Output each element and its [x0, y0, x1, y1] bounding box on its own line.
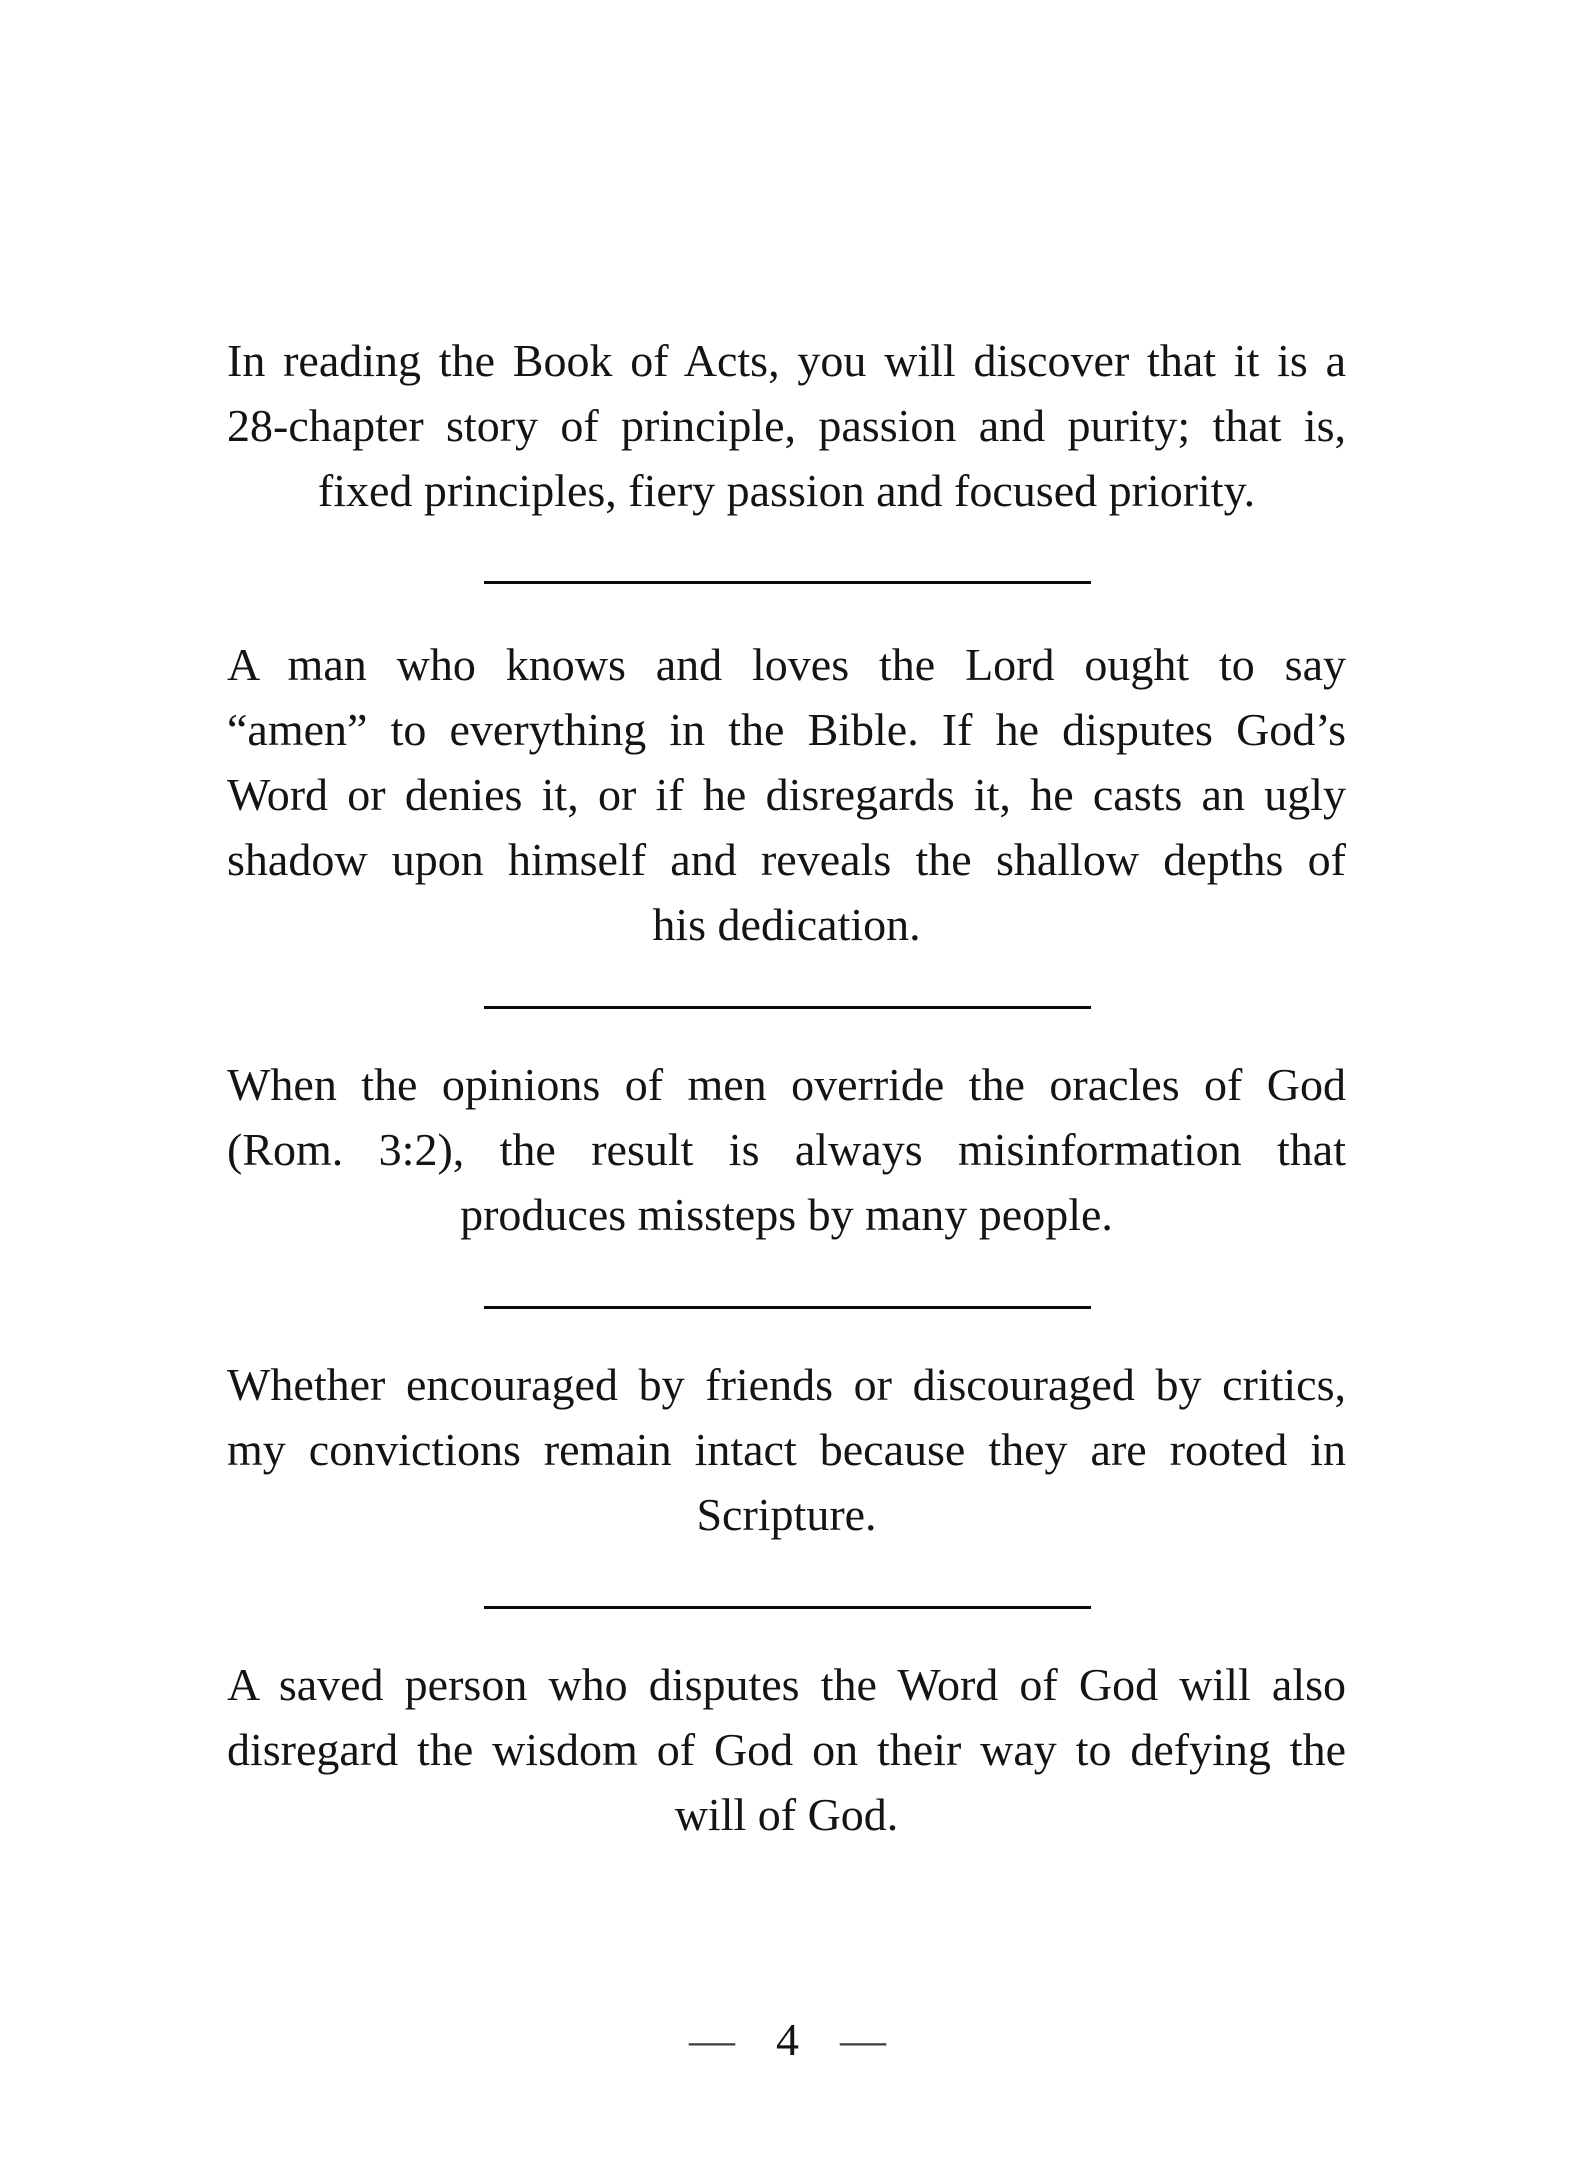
quote-line: In reading the Book of Acts, you will discover that it is a [227, 335, 1346, 386]
quote-line: “amen” to everything in the Bible. If he disputes God’s [227, 704, 1346, 755]
footer-dash-right: — [840, 2014, 886, 2065]
quote-paragraph-1 [227, 328, 1346, 523]
quote-line: disregard the wisdom of God on their way to defying the [227, 1724, 1346, 1775]
quote-line: (Rom. 3:2), the result is always misinformation that [227, 1124, 1346, 1175]
footer-dash-left: — [689, 2014, 735, 2065]
quote-line: fixed principles, fiery passion and focused priority. [317, 465, 1256, 516]
quote-line: Scripture. [696, 1489, 877, 1540]
quote-paragraph-3 [227, 1052, 1346, 1247]
divider-rule-1 [484, 581, 1091, 584]
divider-rule-4 [484, 1606, 1091, 1609]
quote-line: 28-chapter story of principle, passion and purity; that is, [227, 400, 1346, 451]
quote-line: A saved person who disputes the Word of God will also [227, 1659, 1346, 1710]
quote-paragraph-4 [227, 1352, 1346, 1547]
quote-line: his dedication. [652, 899, 921, 950]
page-footer [0, 2007, 1575, 2072]
divider-rule-2 [484, 1006, 1091, 1009]
divider-rule-3 [484, 1306, 1091, 1309]
quote-line: Word or denies it, or if he disregards it, he casts an ugly [227, 769, 1346, 820]
quote-line: A man who knows and loves the Lord ought to say [227, 639, 1346, 690]
quote-line: my convictions remain intact because they are rooted in [227, 1424, 1346, 1475]
quote-line: will of God. [674, 1789, 899, 1840]
quote-line: shadow upon himself and reveals the shallow depths of [227, 834, 1346, 885]
quote-paragraph-2 [227, 632, 1346, 957]
page-number: 4 [776, 2014, 799, 2065]
quote-line: When the opinions of men override the oracles of God [227, 1059, 1346, 1110]
quote-line: Whether encouraged by friends or discouraged by critics, [227, 1359, 1346, 1410]
quote-paragraph-5 [227, 1652, 1346, 1847]
quote-line: produces missteps by many people. [460, 1189, 1113, 1240]
